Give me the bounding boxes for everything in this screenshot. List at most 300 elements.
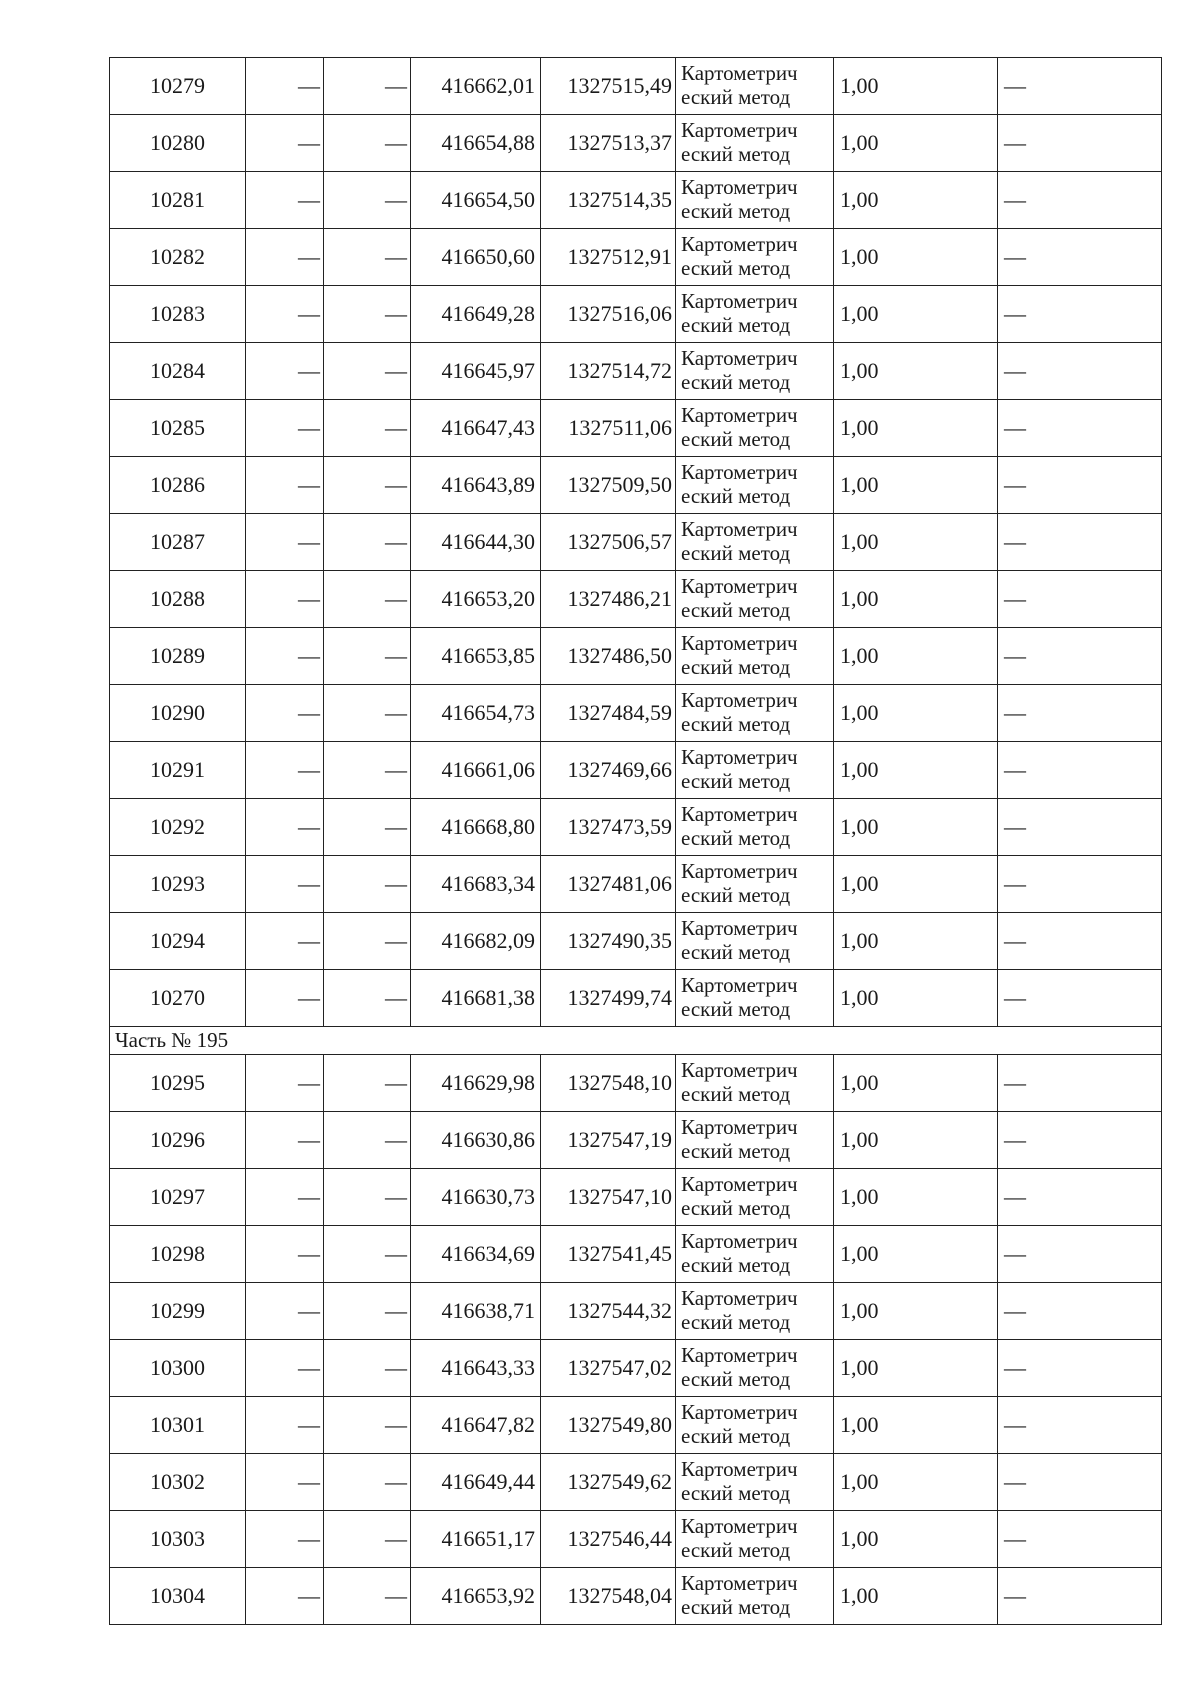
y-coordinate-cell: 1327506,57 [541,514,676,571]
point-number-cell: 10279 [110,58,246,115]
accuracy-cell: 1,00 [834,856,998,913]
y-coordinate-cell: 1327515,49 [541,58,676,115]
y-coordinate-cell: 1327548,04 [541,1568,676,1625]
method-line-1: Картометрич [681,574,798,599]
point-number-cell: 10296 [110,1112,246,1169]
accuracy-cell: 1,00 [834,799,998,856]
method-line-2: еский метод [681,199,791,223]
accuracy-cell: 1,00 [834,628,998,685]
old-x-cell: — [246,685,324,742]
old-x-cell: — [246,1283,324,1340]
old-x-cell: — [246,856,324,913]
table-row [110,571,1162,628]
method-line-1: Картометрич [681,118,798,143]
method-line-2: еский метод [681,883,791,907]
method-cell [676,1112,834,1169]
old-x-cell: — [246,343,324,400]
x-coordinate-cell: 416643,33 [411,1340,541,1397]
description-cell: — [998,1568,1162,1625]
old-x-cell: — [246,913,324,970]
table-row [110,400,1162,457]
method-line-2: еский метод [681,940,791,964]
table-row [110,1112,1162,1169]
point-number-cell: 10293 [110,856,246,913]
accuracy-cell: 1,00 [834,571,998,628]
method-cell [676,970,834,1027]
method-line-1: Картометрич [681,1343,798,1368]
table-row [110,1226,1162,1283]
accuracy-cell: 1,00 [834,286,998,343]
table-row [110,742,1162,799]
old-y-cell: — [324,1112,411,1169]
method-line-2: еский метод [681,1253,791,1277]
old-y-cell: — [324,970,411,1027]
y-coordinate-cell: 1327499,74 [541,970,676,1027]
accuracy-cell: 1,00 [834,343,998,400]
old-y-cell: — [324,856,411,913]
old-x-cell: — [246,286,324,343]
old-y-cell: — [324,742,411,799]
table-row [110,856,1162,913]
old-y-cell: — [324,1568,411,1625]
old-x-cell: — [246,1112,324,1169]
y-coordinate-cell: 1327514,35 [541,172,676,229]
method-cell [676,913,834,970]
accuracy-cell: 1,00 [834,514,998,571]
x-coordinate-cell: 416649,44 [411,1454,541,1511]
x-coordinate-cell: 416662,01 [411,58,541,115]
method-line-2: еский метод [681,1310,791,1334]
point-number-cell: 10295 [110,1055,246,1112]
description-cell: — [998,742,1162,799]
method-line-2: еский метод [681,598,791,622]
old-y-cell: — [324,628,411,685]
x-coordinate-cell: 416643,89 [411,457,541,514]
description-cell: — [998,571,1162,628]
method-line-1: Картометрич [681,1571,798,1596]
old-x-cell: — [246,1568,324,1625]
x-coordinate-cell: 416654,50 [411,172,541,229]
old-x-cell: — [246,58,324,115]
y-coordinate-cell: 1327549,62 [541,1454,676,1511]
point-number-cell: 10294 [110,913,246,970]
y-coordinate-cell: 1327509,50 [541,457,676,514]
method-cell [676,571,834,628]
description-cell: — [998,685,1162,742]
method-cell [676,1511,834,1568]
old-x-cell: — [246,742,324,799]
y-coordinate-cell: 1327544,32 [541,1283,676,1340]
old-y-cell: — [324,115,411,172]
table-row [110,799,1162,856]
old-y-cell: — [324,1454,411,1511]
method-line-2: еский метод [681,313,791,337]
y-coordinate-cell: 1327547,02 [541,1340,676,1397]
accuracy-cell: 1,00 [834,913,998,970]
method-line-2: еский метод [681,1139,791,1163]
table-row [110,1568,1162,1625]
description-cell: — [998,457,1162,514]
table-row [110,913,1162,970]
old-y-cell: — [324,799,411,856]
point-number-cell: 10286 [110,457,246,514]
point-number-cell: 10283 [110,286,246,343]
y-coordinate-cell: 1327473,59 [541,799,676,856]
method-line-2: еский метод [681,1424,791,1448]
accuracy-cell: 1,00 [834,457,998,514]
method-cell [676,1397,834,1454]
description-cell: — [998,514,1162,571]
table-row [110,286,1162,343]
table-row [110,628,1162,685]
old-y-cell: — [324,1340,411,1397]
method-line-2: еский метод [681,1595,791,1619]
description-cell: — [998,1226,1162,1283]
old-y-cell: — [324,172,411,229]
old-y-cell: — [324,58,411,115]
method-line-1: Картометрич [681,61,798,86]
point-number-cell: 10301 [110,1397,246,1454]
y-coordinate-cell: 1327546,44 [541,1511,676,1568]
point-number-cell: 10298 [110,1226,246,1283]
accuracy-cell: 1,00 [834,1055,998,1112]
method-cell [676,343,834,400]
method-line-2: еский метод [681,712,791,736]
x-coordinate-cell: 416630,73 [411,1169,541,1226]
point-number-cell: 10300 [110,1340,246,1397]
description-cell: — [998,913,1162,970]
description-cell: — [998,1055,1162,1112]
x-coordinate-cell: 416653,20 [411,571,541,628]
method-line-2: еский метод [681,256,791,280]
method-cell [676,856,834,913]
method-cell [676,1226,834,1283]
old-x-cell: — [246,1226,324,1283]
point-number-cell: 10297 [110,1169,246,1226]
old-x-cell: — [246,457,324,514]
y-coordinate-cell: 1327486,21 [541,571,676,628]
x-coordinate-cell: 416661,06 [411,742,541,799]
y-coordinate-cell: 1327513,37 [541,115,676,172]
old-x-cell: — [246,1055,324,1112]
method-cell [676,1169,834,1226]
method-line-2: еский метод [681,655,791,679]
point-number-cell: 10280 [110,115,246,172]
point-number-cell: 10304 [110,1568,246,1625]
method-cell [676,742,834,799]
method-line-1: Картометрич [681,1400,798,1425]
method-line-1: Картометрич [681,1229,798,1254]
description-cell: — [998,343,1162,400]
x-coordinate-cell: 416638,71 [411,1283,541,1340]
point-number-cell: 10284 [110,343,246,400]
method-cell [676,1568,834,1625]
accuracy-cell: 1,00 [834,742,998,799]
accuracy-cell: 1,00 [834,172,998,229]
y-coordinate-cell: 1327547,10 [541,1169,676,1226]
table-row [110,457,1162,514]
method-cell [676,799,834,856]
method-cell [676,1454,834,1511]
table-row [110,1397,1162,1454]
old-y-cell: — [324,571,411,628]
accuracy-cell: 1,00 [834,1112,998,1169]
table-row [110,229,1162,286]
method-line-1: Картометрич [681,346,798,371]
point-number-cell: 10270 [110,970,246,1027]
description-cell: — [998,970,1162,1027]
method-line-2: еский метод [681,1196,791,1220]
old-y-cell: — [324,343,411,400]
old-x-cell: — [246,172,324,229]
description-cell: — [998,1511,1162,1568]
method-line-2: еский метод [681,484,791,508]
x-coordinate-cell: 416645,97 [411,343,541,400]
y-coordinate-cell: 1327469,66 [541,742,676,799]
accuracy-cell: 1,00 [834,400,998,457]
y-coordinate-cell: 1327548,10 [541,1055,676,1112]
section-label: Часть № 195 [110,1027,1162,1055]
old-y-cell: — [324,1169,411,1226]
method-line-1: Картометрич [681,403,798,428]
method-line-2: еский метод [681,85,791,109]
table-row [110,1169,1162,1226]
description-cell: — [998,1169,1162,1226]
old-x-cell: — [246,1397,324,1454]
description-cell: — [998,1397,1162,1454]
accuracy-cell: 1,00 [834,115,998,172]
x-coordinate-cell: 416654,88 [411,115,541,172]
x-coordinate-cell: 416649,28 [411,286,541,343]
accuracy-cell: 1,00 [834,1397,998,1454]
table-row [110,1340,1162,1397]
accuracy-cell: 1,00 [834,1283,998,1340]
section-row [110,1027,1162,1055]
description-cell: — [998,229,1162,286]
point-number-cell: 10303 [110,1511,246,1568]
table-row [110,1283,1162,1340]
method-line-1: Картометрич [681,631,798,656]
old-y-cell: — [324,514,411,571]
method-line-1: Картометрич [681,1115,798,1140]
old-x-cell: — [246,571,324,628]
method-line-2: еский метод [681,997,791,1021]
y-coordinate-cell: 1327549,80 [541,1397,676,1454]
method-line-2: еский метод [681,1538,791,1562]
table-row [110,514,1162,571]
y-coordinate-cell: 1327484,59 [541,685,676,742]
old-x-cell: — [246,970,324,1027]
x-coordinate-cell: 416647,82 [411,1397,541,1454]
point-number-cell: 10302 [110,1454,246,1511]
document-page [109,57,1162,1625]
accuracy-cell: 1,00 [834,1454,998,1511]
method-line-2: еский метод [681,1481,791,1505]
x-coordinate-cell: 416683,34 [411,856,541,913]
old-y-cell: — [324,1055,411,1112]
x-coordinate-cell: 416654,73 [411,685,541,742]
method-cell [676,457,834,514]
table-row [110,343,1162,400]
method-cell [676,400,834,457]
method-line-1: Картометрич [681,802,798,827]
point-number-cell: 10290 [110,685,246,742]
method-line-1: Картометрич [681,517,798,542]
x-coordinate-cell: 416651,17 [411,1511,541,1568]
method-line-2: еский метод [681,769,791,793]
point-number-cell: 10281 [110,172,246,229]
y-coordinate-cell: 1327511,06 [541,400,676,457]
point-number-cell: 10299 [110,1283,246,1340]
old-y-cell: — [324,457,411,514]
coordinates-table [109,57,1162,1625]
y-coordinate-cell: 1327512,91 [541,229,676,286]
method-line-1: Картометрич [681,973,798,998]
method-line-2: еский метод [681,1082,791,1106]
method-line-2: еский метод [681,427,791,451]
old-y-cell: — [324,400,411,457]
point-number-cell: 10287 [110,514,246,571]
method-line-1: Картометрич [681,175,798,200]
method-cell [676,115,834,172]
method-line-1: Картометрич [681,1286,798,1311]
method-cell [676,685,834,742]
accuracy-cell: 1,00 [834,1226,998,1283]
y-coordinate-cell: 1327514,72 [541,343,676,400]
method-line-2: еский метод [681,142,791,166]
x-coordinate-cell: 416629,98 [411,1055,541,1112]
method-line-2: еский метод [681,541,791,565]
description-cell: — [998,628,1162,685]
method-line-1: Картометрич [681,460,798,485]
table-row [110,970,1162,1027]
description-cell: — [998,286,1162,343]
method-cell [676,628,834,685]
point-number-cell: 10282 [110,229,246,286]
table-row [110,685,1162,742]
method-cell [676,1283,834,1340]
accuracy-cell: 1,00 [834,685,998,742]
accuracy-cell: 1,00 [834,1511,998,1568]
method-line-1: Картометрич [681,1514,798,1539]
table-body-part-b [110,1055,1162,1625]
table-row [110,1055,1162,1112]
point-number-cell: 10292 [110,799,246,856]
old-x-cell: — [246,628,324,685]
accuracy-cell: 1,00 [834,229,998,286]
point-number-cell: 10285 [110,400,246,457]
description-cell: — [998,1283,1162,1340]
table-row [110,115,1162,172]
description-cell: — [998,1112,1162,1169]
description-cell: — [998,58,1162,115]
old-y-cell: — [324,685,411,742]
point-number-cell: 10288 [110,571,246,628]
description-cell: — [998,1340,1162,1397]
method-cell [676,229,834,286]
old-x-cell: — [246,229,324,286]
method-cell [676,58,834,115]
method-line-2: еский метод [681,826,791,850]
old-y-cell: — [324,913,411,970]
x-coordinate-cell: 416644,30 [411,514,541,571]
old-y-cell: — [324,1511,411,1568]
table-row [110,172,1162,229]
point-number-cell: 10289 [110,628,246,685]
accuracy-cell: 1,00 [834,1169,998,1226]
y-coordinate-cell: 1327486,50 [541,628,676,685]
description-cell: — [998,400,1162,457]
table-body-part-a [110,58,1162,1027]
point-number-cell: 10291 [110,742,246,799]
description-cell: — [998,172,1162,229]
method-line-1: Картометрич [681,1457,798,1482]
method-line-2: еский метод [681,370,791,394]
y-coordinate-cell: 1327516,06 [541,286,676,343]
table-row [110,1511,1162,1568]
description-cell: — [998,799,1162,856]
old-x-cell: — [246,400,324,457]
table-row [110,1454,1162,1511]
old-y-cell: — [324,1397,411,1454]
method-line-1: Картометрич [681,688,798,713]
y-coordinate-cell: 1327490,35 [541,913,676,970]
method-cell [676,514,834,571]
description-cell: — [998,1454,1162,1511]
old-y-cell: — [324,286,411,343]
method-line-1: Картометрич [681,1172,798,1197]
old-y-cell: — [324,1226,411,1283]
method-line-1: Картометрич [681,289,798,314]
old-x-cell: — [246,1169,324,1226]
y-coordinate-cell: 1327481,06 [541,856,676,913]
method-line-1: Картометрич [681,232,798,257]
method-cell [676,1340,834,1397]
x-coordinate-cell: 416682,09 [411,913,541,970]
accuracy-cell: 1,00 [834,58,998,115]
method-line-2: еский метод [681,1367,791,1391]
old-x-cell: — [246,115,324,172]
description-cell: — [998,856,1162,913]
old-y-cell: — [324,229,411,286]
y-coordinate-cell: 1327547,19 [541,1112,676,1169]
table-row [110,58,1162,115]
method-cell [676,1055,834,1112]
old-x-cell: — [246,514,324,571]
old-x-cell: — [246,1340,324,1397]
method-cell [676,286,834,343]
x-coordinate-cell: 416653,85 [411,628,541,685]
description-cell: — [998,115,1162,172]
accuracy-cell: 1,00 [834,1568,998,1625]
method-line-1: Картометрич [681,1058,798,1083]
method-line-1: Картометрич [681,745,798,770]
method-cell [676,172,834,229]
accuracy-cell: 1,00 [834,970,998,1027]
x-coordinate-cell: 416630,86 [411,1112,541,1169]
y-coordinate-cell: 1327541,45 [541,1226,676,1283]
old-x-cell: — [246,1454,324,1511]
x-coordinate-cell: 416653,92 [411,1568,541,1625]
old-x-cell: — [246,1511,324,1568]
x-coordinate-cell: 416647,43 [411,400,541,457]
old-y-cell: — [324,1283,411,1340]
accuracy-cell: 1,00 [834,1340,998,1397]
x-coordinate-cell: 416650,60 [411,229,541,286]
method-line-1: Картометрич [681,916,798,941]
old-x-cell: — [246,799,324,856]
x-coordinate-cell: 416681,38 [411,970,541,1027]
